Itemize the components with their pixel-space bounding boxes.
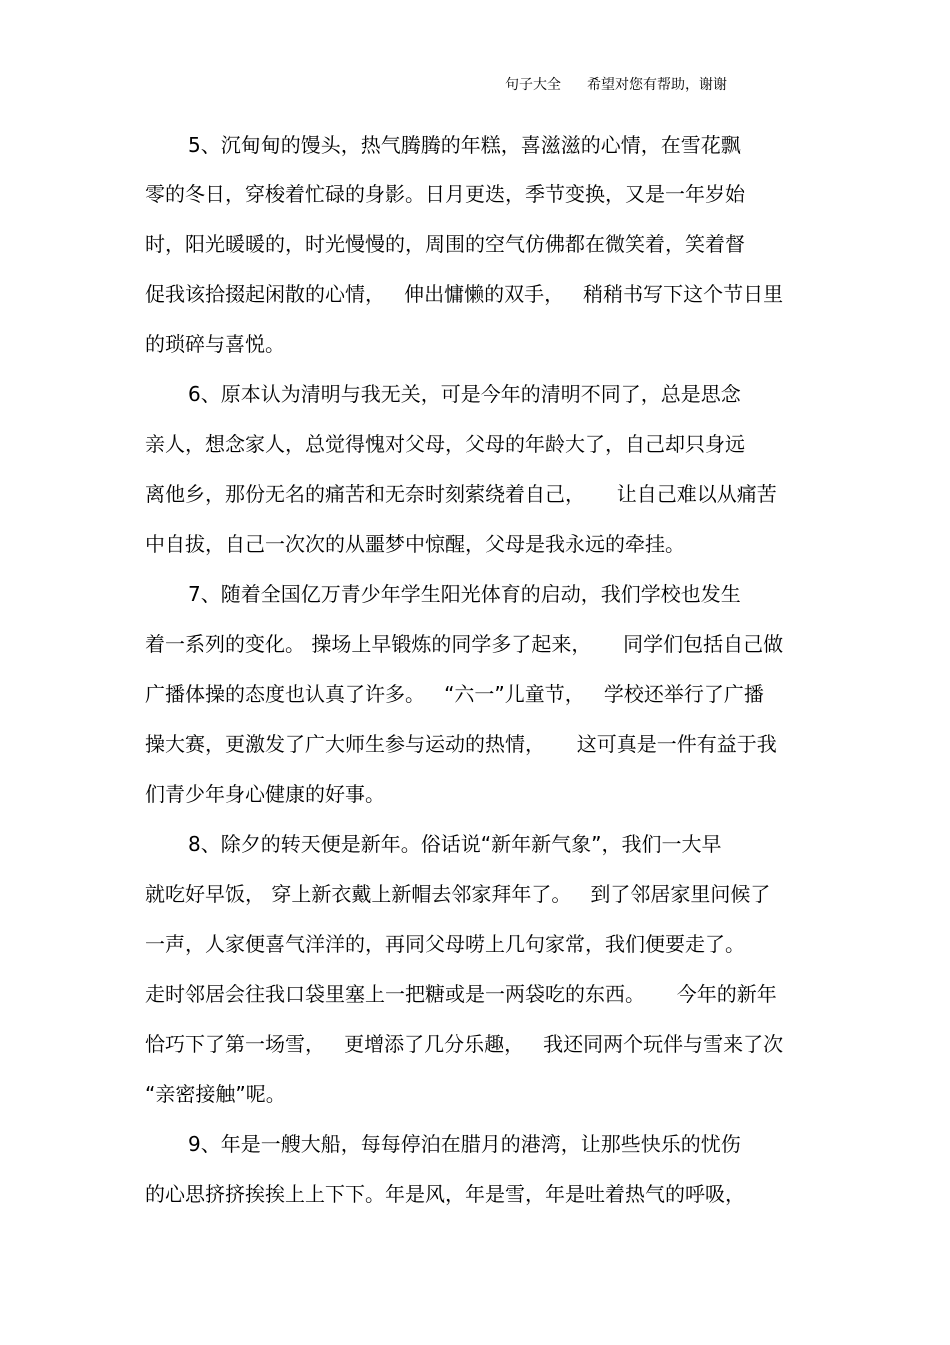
text-line: 离他乡，那份无名的痛苦和无奈时刻萦绕着自己， 让自己难以从痛苦 [145,482,777,506]
text-line: 广播体操的态度也认真了许多。 “六一”儿童节， 学校还举行了广播 [145,682,764,706]
text-line: 7、随着全国亿万青少年学生阳光体育的启动，我们学校也发生 [188,582,741,606]
text-line: 9、年是一艘大船，每每停泊在腊月的港湾，让那些快乐的忧伤 [188,1132,741,1156]
text-line: 恰巧下了第一场雪， 更增添了几分乐趣， 我还同两个玩伴与雪来了次 [145,1032,784,1056]
header-site-name: 句子大全 [505,77,561,93]
text-line: 促我该拾掇起闲散的心情， 伸出慵懒的双手， 稍稍书写下这个节日里 [145,282,784,306]
text-line: 的心思挤挤挨挨上上下下。年是风，年是雪，年是吐着热气的呼吸， [145,1182,745,1206]
text-line: 着一系列的变化。 操场上早锻炼的同学多了起来， 同学们包括自己做 [145,632,784,656]
text-line: 走时邻居会往我口袋里塞上一把糖或是一两袋吃的东西。 今年的新年 [145,982,777,1006]
text-line: 的琐碎与喜悦。 [145,332,285,356]
text-line: 5、沉甸甸的馒头，热气腾腾的年糕，喜滋滋的心情，在雪花飘 [188,133,741,157]
text-line: 时，阳光暖暖的，时光慢慢的，周围的空气仿佛都在微笑着，笑着督 [145,232,745,256]
text-line: 一声，人家便喜气洋洋的，再同父母唠上几句家常，我们便要走了。 [145,932,745,956]
text-line: 中自拔，自己一次次的从噩梦中惊醒，父母是我永远的牵挂。 [145,532,685,556]
text-line: “亲密接触”呢。 [145,1082,286,1106]
text-line: 8、除夕的转天便是新年。俗话说“新年新气象”，我们一大早 [188,832,722,856]
text-line: 零的冬日，穿梭着忙碌的身影。日月更迭，季节变换，又是一年岁始 [145,182,745,206]
header-note: 希望对您有帮助，谢谢 [587,77,727,93]
text-line: 们青少年身心健康的好事。 [145,782,385,806]
text-line: 就吃好早饭， 穿上新衣戴上新帽去邻家拜年了。 到了邻居家里问候了 [145,882,771,906]
text-line: 操大赛，更激发了广大师生参与运动的热情， 这可真是一件有益于我 [145,732,777,756]
page-header [505,74,727,96]
text-line: 6、原本认为清明与我无关，可是今年的清明不同了，总是思念 [188,382,741,406]
text-line: 亲人，想念家人，总觉得愧对父母，父母的年龄大了，自己却只身远 [145,432,745,456]
